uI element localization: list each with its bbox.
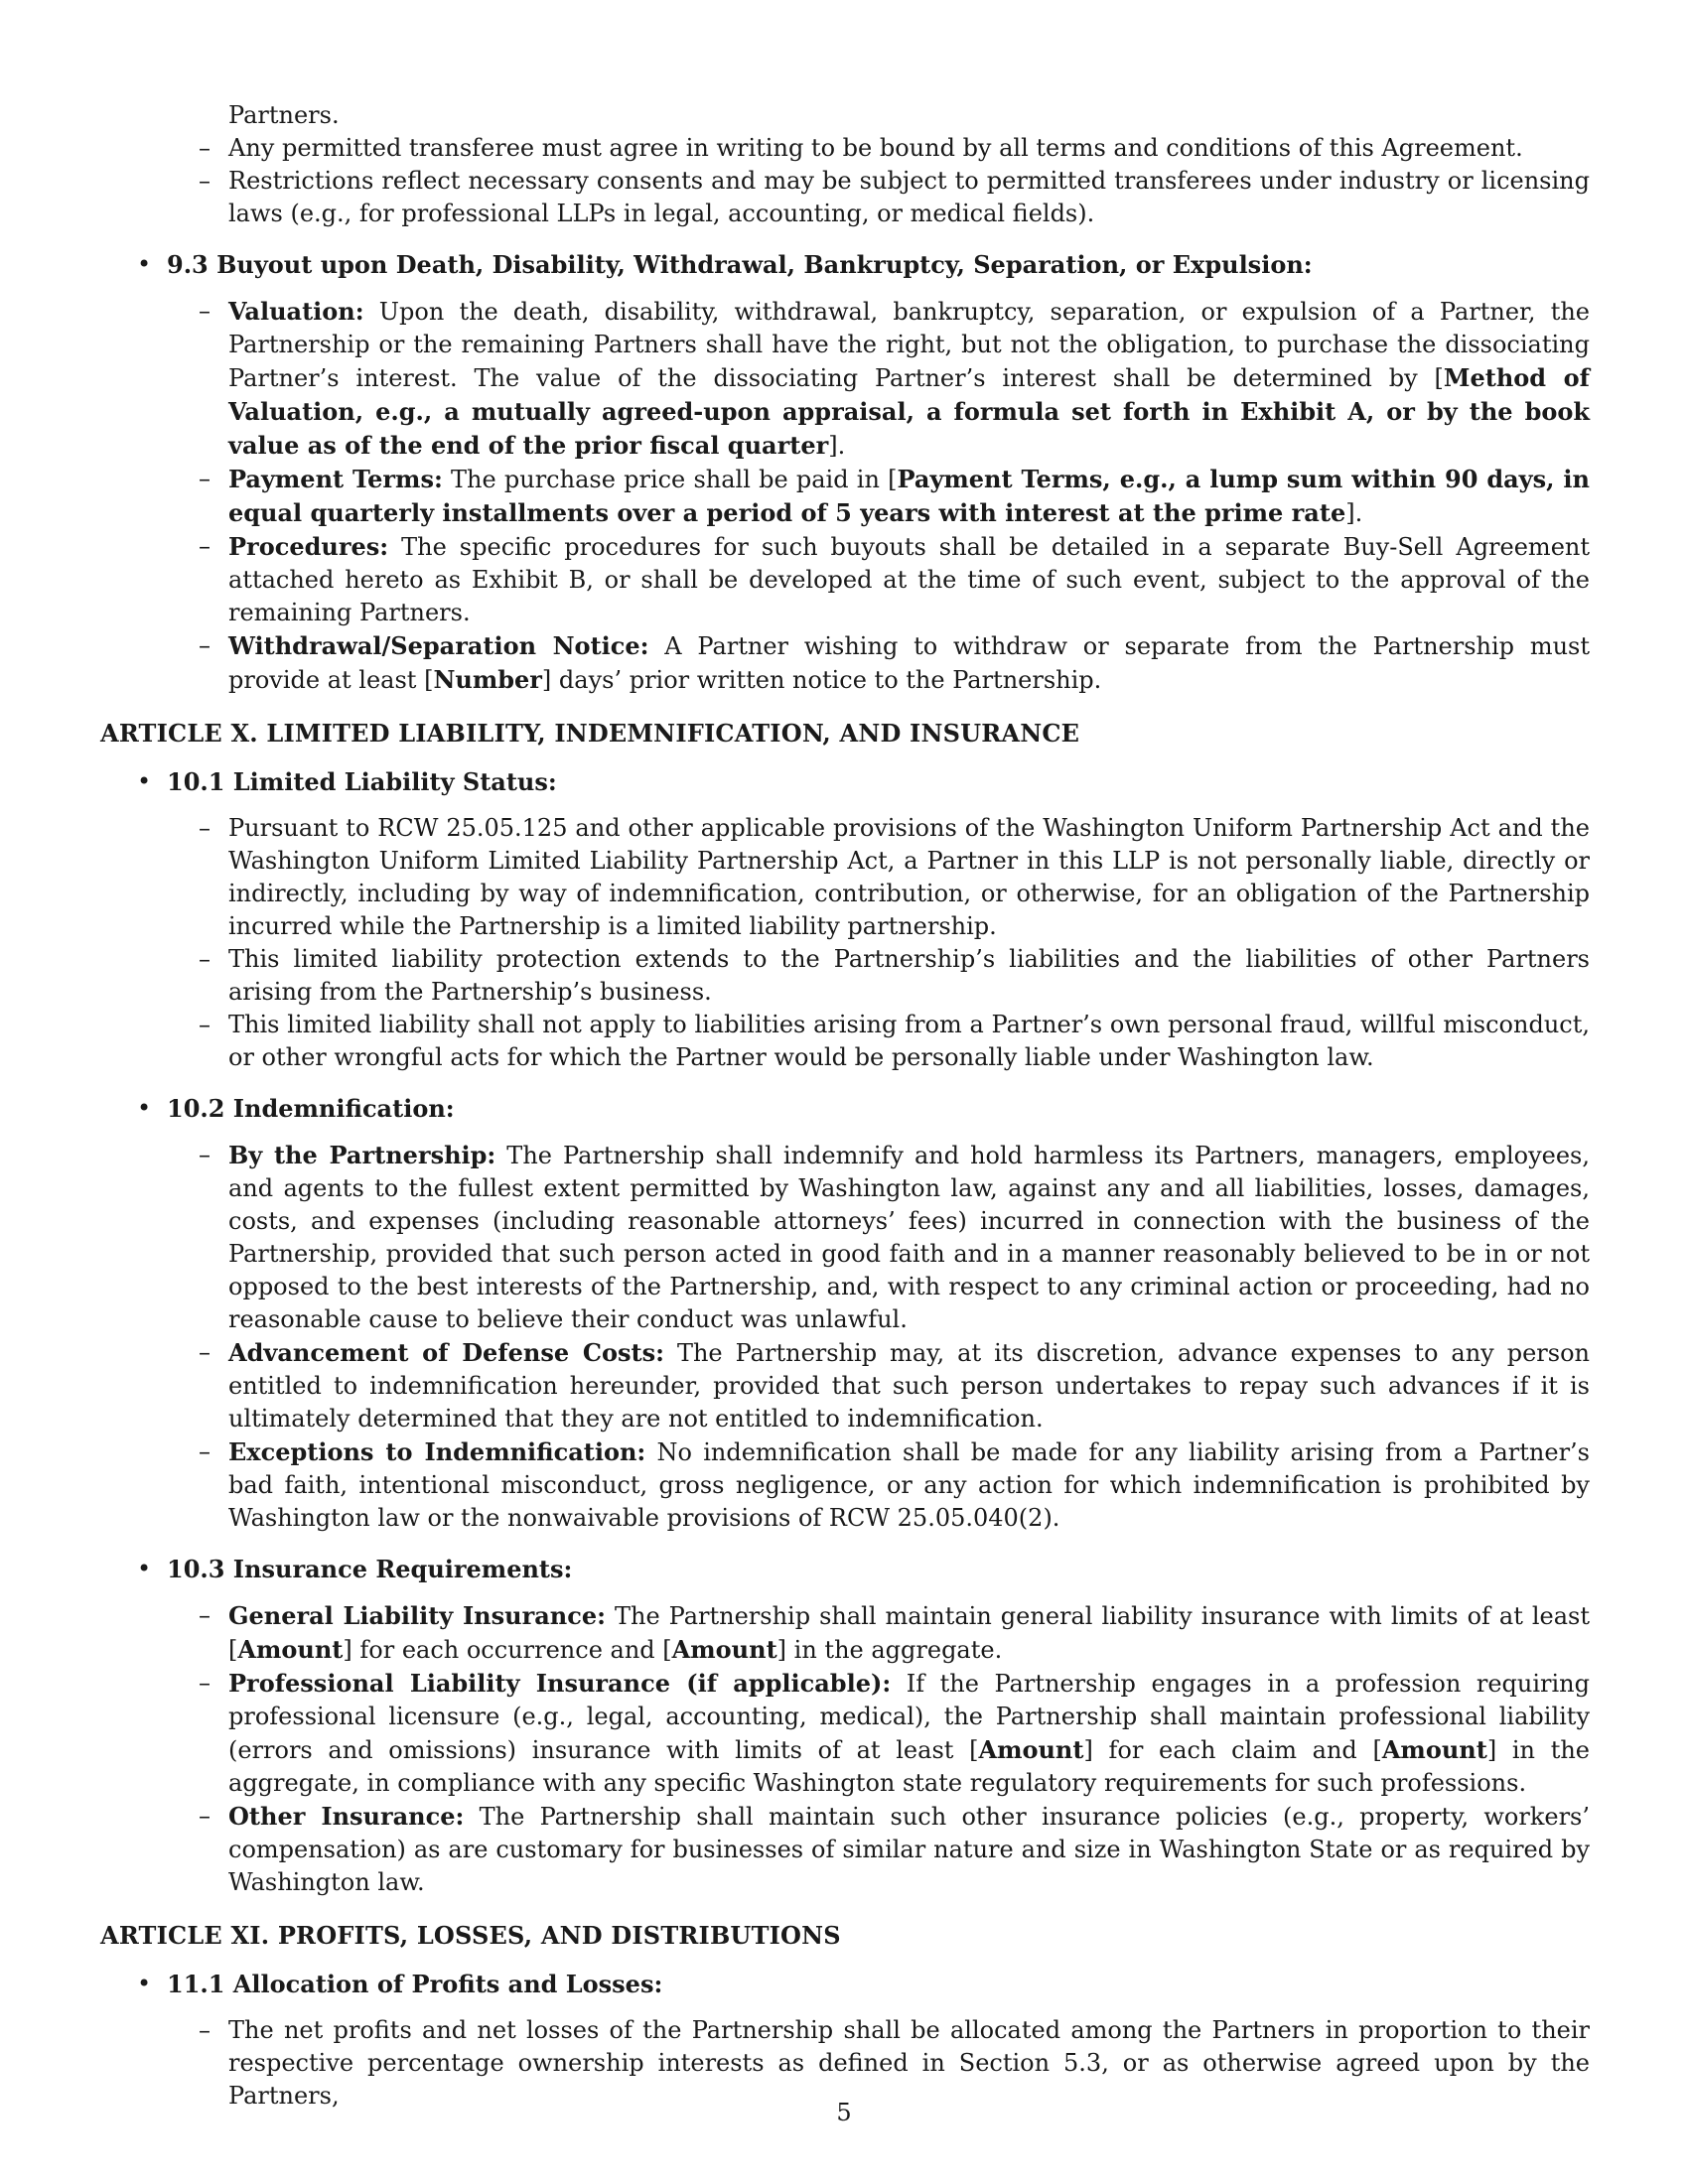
placeholder-text: Number (433, 665, 542, 694)
continuation-list (228, 132, 1590, 230)
section-heading: • 9.3 Buyout upon Death, Disability, Withdrawal, Bankruptcy, Separation, or Expulsion: (167, 248, 1590, 281)
item-label: Professional Liability Insurance (if applicable): (228, 1669, 892, 1698)
item-label: Procedures: (228, 532, 389, 561)
section-10-3 (100, 1553, 1590, 1899)
list-item (228, 1800, 1590, 1899)
item-text: ] for each claim and [ (1083, 1736, 1382, 1764)
article-title: ARTICLE X. LIMITED LIABILITY, INDEMNIFICATION, AND INSURANCE (100, 719, 1080, 748)
section-heading: • 10.3 Insurance Requirements: (167, 1553, 1590, 1585)
section-9-3 (100, 248, 1590, 697)
list-item: – This limited liability shall not apply to liabilities arising from a Partner’s own personal fraud, willful misconduct, or other wrongful acts for which the Partner would be personally liable under Washington law. (228, 1009, 1590, 1074)
item-text: The purchase price shall be paid in [ (442, 466, 898, 493)
list-item (228, 1336, 1590, 1435)
placeholder-text: Amount (671, 1635, 777, 1664)
list-item (228, 1139, 1590, 1336)
list-item: – Any permitted transferee must agree in writing to be bound by all terms and conditions of this Agreement. (228, 132, 1590, 165)
section-heading: • 11.1 Allocation of Profits and Losses: (167, 1968, 1590, 2000)
section-heading: • 10.2 Indemnification: (167, 1092, 1590, 1125)
placeholder-text: Amount (978, 1735, 1084, 1764)
list-item: – Pursuant to RCW 25.05.125 and other applicable provisions of the Washington Uniform Partnership Act and the Washington Uniform Limited Liability Partnership Act, a Partner in this LLP is not personally liable, directly or indirectly, including by way of indemnification, contribution, or otherwise, for an obligation of the Partnership incurred while the Partnership is a limited liability partnership. (228, 812, 1590, 943)
section-10-1 (100, 765, 1590, 1074)
placeholder-text: Payment Terms, e.g., a lump sum within 90 days, in equal quarterly installments over a period of 5 years with interest at the prime rate (228, 465, 1590, 527)
item-text: A Partner wishing to withdraw or separate from the Partnership must provide at least [ (228, 632, 1590, 694)
item-text: Upon the death, disability, withdrawal, bankruptcy, separation, or expulsion of a Partner, the Partnership or the remaining Partners shall have the right, but not the obligation, to purchase the dissociating Partner’s interest. The value of the dissociating Partner’s interest shall be determined by [ (228, 298, 1590, 392)
list-item (228, 1599, 1590, 1667)
list-item (228, 1667, 1590, 1800)
item-text: If the Partnership engages in a profession requiring professional licensure (e.g., legal, accounting, medical), the Partnership shall maintain professional liability (errors and omissions) insurance with limits of at least [ (228, 1670, 1590, 1764)
item-text: No indemnification shall be made for any liability arising from a Partner’s bad faith, intentional misconduct, gross negligence, or any action for which indemnification is prohibited by Washington law or the nonwaivable provisions of RCW 25.05.040(2). (228, 1438, 1590, 1532)
item-text: ]. (1345, 499, 1363, 527)
item-label: Withdrawal/Separation Notice: (228, 631, 649, 660)
list-item: – Restrictions reflect necessary consents and may be subject to permitted transferees under industry or licensing laws (e.g., for professional LLPs in legal, accounting, or medical fields). (228, 165, 1590, 230)
section-continuation (100, 99, 1590, 230)
item-text: The Partnership may, at its discretion, advance expenses to any person entitled to indemnification hereunder, provided that such person undertakes to repay such advances if it is ultimately determined that they are not entitled to indemnification. (228, 1339, 1590, 1433)
placeholder-text: Method of Valuation, e.g., a mutually agreed-upon appraisal, a formula set forth in Exhibit A, or by the book value as of the end of the prior fiscal quarter (228, 363, 1590, 460)
item-label: Valuation: (228, 297, 364, 326)
item-text: The Partnership shall maintain such other insurance policies (e.g., property, workers’ compensation) as are customary for businesses of similar nature and size in Washington State or as required by Washington law. (228, 1803, 1590, 1896)
placeholder-text: Amount (1381, 1735, 1487, 1764)
item-label: Advancement of Defense Costs: (228, 1338, 664, 1367)
continuation-tail: Partners. (228, 101, 340, 129)
section-10-2-list (228, 1139, 1590, 1535)
item-text: ]. (828, 432, 846, 460)
list-item (228, 1435, 1590, 1535)
section-10-2 (100, 1092, 1590, 1535)
page-number: 5 (836, 2099, 852, 2126)
section-10-1-list (228, 812, 1590, 1074)
page-content (100, 99, 1590, 2126)
item-text: The specific procedures for such buyouts shall be detailed in a separate Buy-Sell Agreement attached hereto as Exhibit B, or shall be developed at the time of such event, subject to the approval of the remaining Partners. (228, 533, 1590, 626)
list-item (228, 629, 1590, 697)
item-label: By the Partnership: (228, 1141, 496, 1169)
placeholder-text: Amount (237, 1635, 344, 1664)
item-label: General Liability Insurance: (228, 1601, 606, 1630)
section-11-1 (100, 1968, 1590, 2113)
item-text: The Partnership shall maintain general liability insurance with limits of at least [ (228, 1602, 1590, 1664)
article-title: ARTICLE XI. PROFITS, LOSSES, AND DISTRIBUTIONS (100, 1921, 841, 1950)
list-item: – This limited liability protection extends to the Partnership’s liabilities and the liabilities of other Partners arising from the Partnership’s business. (228, 943, 1590, 1009)
section-9-3-list (228, 295, 1590, 697)
item-text: ] days’ prior written notice to the Partnership. (541, 666, 1102, 694)
item-label: Other Insurance: (228, 1802, 465, 1831)
list-item (228, 295, 1590, 463)
item-label: Exceptions to Indemnification: (228, 1437, 646, 1466)
item-text: ] in the aggregate, in compliance with any specific Washington state regulatory requirements for such professions. (228, 1736, 1590, 1797)
item-text: ] for each occurrence and [ (343, 1636, 672, 1664)
item-text: ] in the aggregate. (776, 1636, 1003, 1664)
list-item (228, 530, 1590, 629)
section-heading: • 10.1 Limited Liability Status: (167, 765, 1590, 798)
item-text: The Partnership shall indemnify and hold harmless its Partners, managers, employees, and agents to the fullest extent permitted by Washington law, against any and all liabilities, losses, damages, costs, and expenses (including reasonable attorneys’ fees) incurred in connection with the business of the Partnership, provided that such person acted in good faith and in a manner reasonably believed to be in or not opposed to the best interests of the Partnership, and, with respect to any criminal action or proceeding, had no reasonable cause to believe their conduct was unlawful. (228, 1142, 1591, 1333)
section-10-3-list (228, 1599, 1590, 1899)
list-item: – The net profits and net losses of the Partnership shall be allocated among the Partners in proportion to their respective percentage ownership interests as defined in Section 5.3, or as otherwise agreed upon by the Partners, (228, 2014, 1590, 2113)
list-item (228, 463, 1590, 530)
item-label: Payment Terms: (228, 465, 443, 493)
